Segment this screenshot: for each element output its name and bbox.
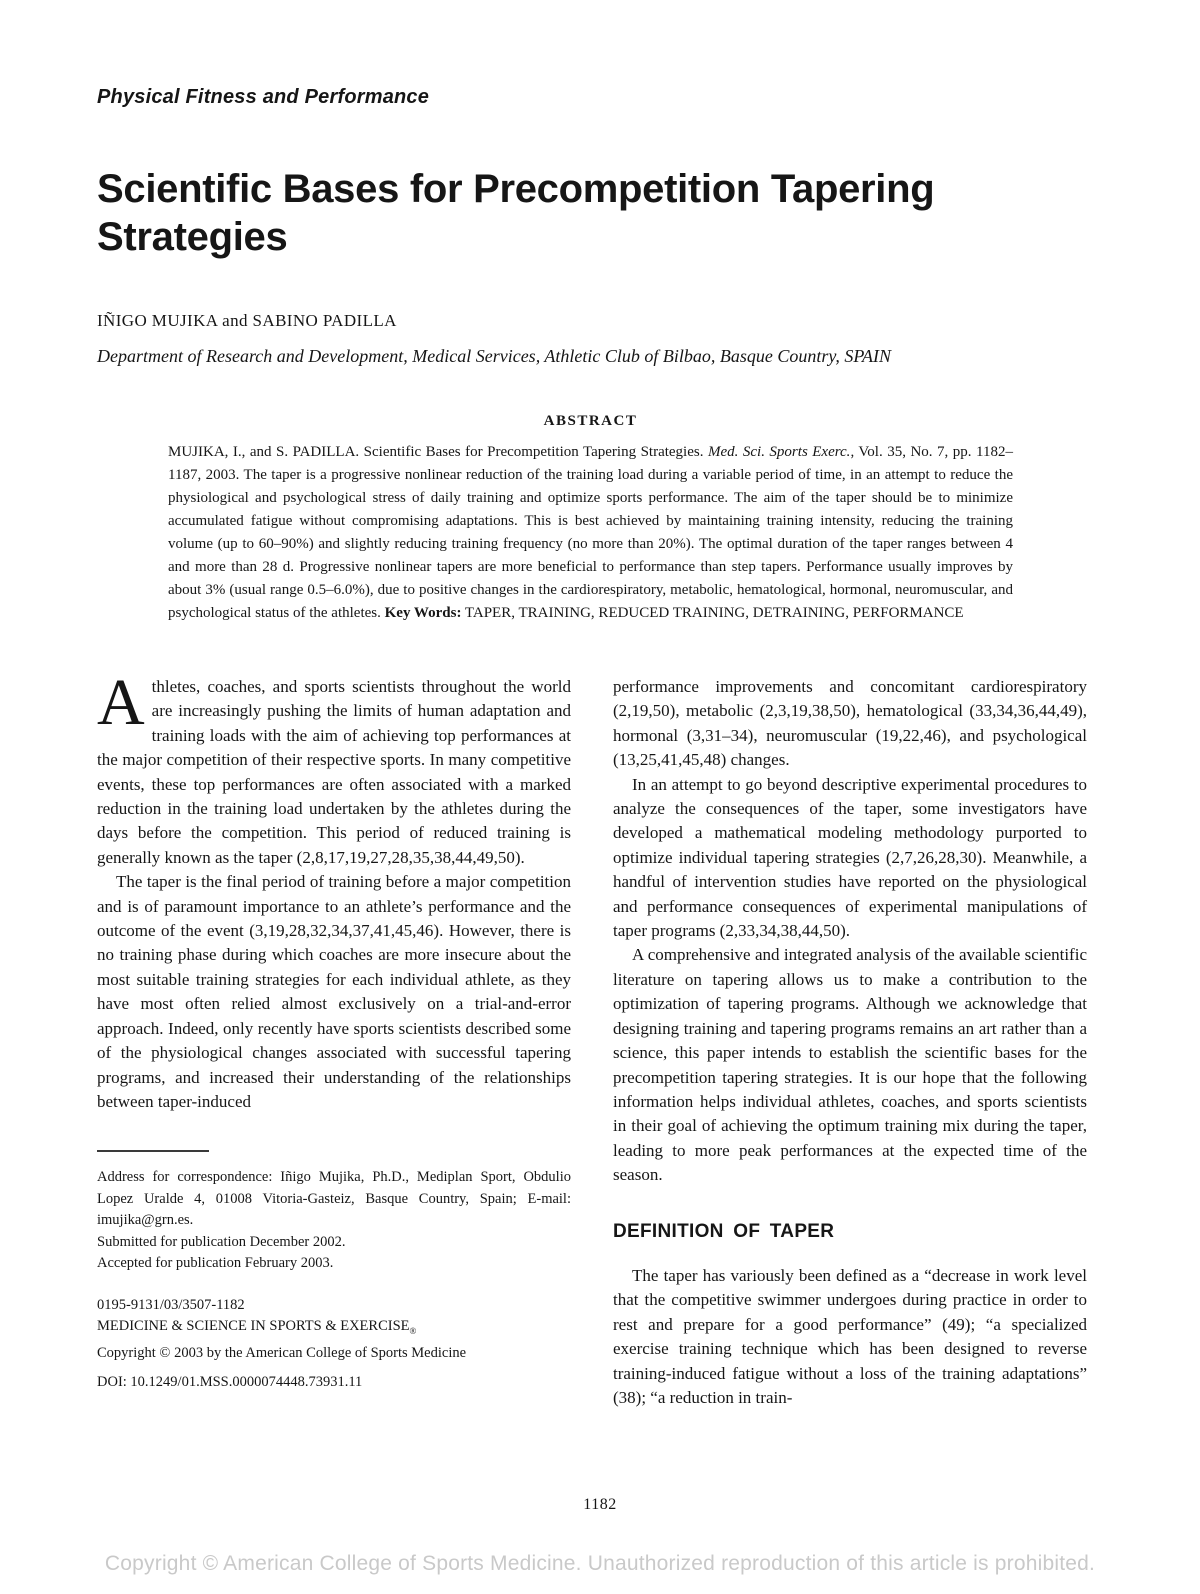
abstract-body: , Vol. 35, No. 7, pp. 1182–1187, 2003. The taper is a progressive nonlinear reduction of the training load during a variable period of time, in an attempt to reduce the physiological and psychological stress of daily training and optimize sports performance. The aim of the taper should be to minimize accumulated fatigue without compromising adaptations. This is best achieved by maintaining training intensity, reducing the training volume (up to 60–90%) and slightly reducing training frequency (no more than 20%). The optimal duration of the taper ranges between 4 and more than 28 d. Progressive nonlinear tapers are more beneficial to performance than step tapers. Performance usually improves by about 3% (usual range 0.5–6.0%), due to positive changes in the cardiorespiratory, metabolic, hematological, hormonal, neuromuscular, and psychological status of the athletes.: [168, 444, 1013, 621]
abstract-keywords-label: Key Words:: [384, 605, 462, 621]
intro-paragraph: [97, 666, 571, 870]
submitted-note: Submitted for publication December 2002.: [97, 1233, 346, 1250]
correspondence-note: Address for correspondence: Iñigo Mujika, Ph.D., Mediplan Sport, Obdulio Lopez Uralde 4, 01008 Vitoria-Gasteiz, Basque Country, Spain; E-mail: imujika@grn.es.: [97, 1169, 571, 1229]
body-paragraph: The taper is the final period of training before a major competition and is of paramount importance to an athlete’s performance and the outcome of the event (3,19,28,32,34,37,41,45,46). However, there is no training phase during which coaches are more insecure about the most suitable training strategies for each individual athlete, as they have most often relied almost exclusively on a trial-and-error approach. Indeed, only recently have sports scientists described some of the physiological changes associated with successful tapering programs, and increased their understanding of the relationships between taper-induced: [97, 872, 571, 1111]
journal-name-line: [97, 1316, 571, 1342]
body-paragraph: The taper has variously been defined as a “decrease in work level that the competitive swimmer undergoes during practice in order to rest and prepare for a good performance” (49); “a specialized exercise training technique which has been designed to reverse training-induced fatigue without a loss of the training adaptations” (38); “a reduction in train-: [613, 1265, 1087, 1407]
body-paragraph: performance improvements and concomitant cardiorespiratory (2,19,50), metabolic (2,3,19,38,50), hematological (33,34,36,44,49), hormonal (3,31–34), neuromuscular (19,22,46), and psychological (13,25,41,45,48) changes.: [613, 677, 1087, 770]
journal-name: MEDICINE & SCIENCE IN SPORTS & EXERCISE: [97, 1318, 410, 1335]
issn-line: 0195-9131/03/3507-1182: [97, 1296, 245, 1313]
affiliation-line: Department of Research and Development, Medical Services, Athletic Club of Bilbao, Basque Country, SPAIN: [97, 346, 892, 366]
abstract-citation: MUJIKA, I., and S. PADILLA. Scientific Bases for Precompetition Tapering Strategies.: [168, 444, 708, 460]
registered-trademark-icon: ®: [409, 1326, 417, 1337]
copyright-line: Copyright © 2003 by the American College of Sports Medicine: [97, 1344, 467, 1361]
right-column: [613, 675, 1087, 1410]
copyright-watermark: Copyright © American College of Sports Medicine. Unauthorized reproduction of this article is prohibited.: [104, 1552, 1096, 1575]
abstract-heading: ABSTRACT: [543, 413, 638, 429]
footnote-divider: [97, 1150, 209, 1152]
footnote-gap: [97, 1275, 571, 1295]
abstract-keywords: TAPER, TRAINING, REDUCED TRAINING, DETRAINING, PERFORMANCE: [461, 605, 964, 621]
doi-line: DOI: 10.1249/01.MSS.0000074448.73931.11: [97, 1374, 363, 1391]
abstract-text: [168, 441, 1013, 625]
drop-cap: A: [97, 666, 145, 739]
abstract-block: [168, 413, 1013, 625]
body-columns: [97, 666, 1087, 1410]
abstract-journal-name: Med. Sci. Sports Exerc.: [707, 444, 851, 460]
section-kicker: Physical Fitness and Performance: [97, 86, 430, 108]
intro-paragraph-text: thletes, coaches, and sports scientists throughout the world are increasingly pushing the limits of human adaptation and training loads with the aim of achieving top performances at the major competition of their respective sports. In many competitive events, these top performances are often associated with a marked reduction in the training load undertaken by the athletes during the days before the competition. This period of reduced training is generally known as the taper (2,8,17,19,27,28,35,38,44,49,50).: [97, 677, 571, 867]
author-line: IÑIGO MUJIKA and SABINO PADILLA: [97, 311, 397, 330]
body-paragraph: A comprehensive and integrated analysis of the available scientific literature on tapering allows us to make a contribution to the optimization of tapering programs. Although we acknowledge that designing training and tapering programs remains an art rather than a science, this paper intends to establish the scientific bases for the precompetition tapering strategies. It is our hope that the following information helps individual athletes, coaches, and sports scientists in their goal of achieving the optimum training mix during the taper, leading to more peak performances at the expected time of the season.: [613, 945, 1087, 1185]
footnote-block: [97, 1150, 571, 1393]
section-heading-definition-of-taper: DEFINITION OF TAPER: [613, 1220, 835, 1242]
footnote-gap-small: [97, 1364, 571, 1372]
left-column: [97, 666, 571, 1410]
article-title: Scientific Bases for Precompetition Tapering Strategies: [97, 167, 935, 259]
accepted-note: Accepted for publication February 2003.: [97, 1255, 334, 1272]
body-paragraph: In an attempt to go beyond descriptive experimental procedures to analyze the consequences of the taper, some investigators have developed a mathematical modeling methodology purported to optimize individual tapering strategies (2,7,26,28,30). Meanwhile, a handful of intervention studies have reported on the physiological and performance consequences of experimental manipulations of taper programs (2,33,34,38,44,50).: [613, 774, 1087, 941]
page-number: 1182: [583, 1496, 617, 1513]
